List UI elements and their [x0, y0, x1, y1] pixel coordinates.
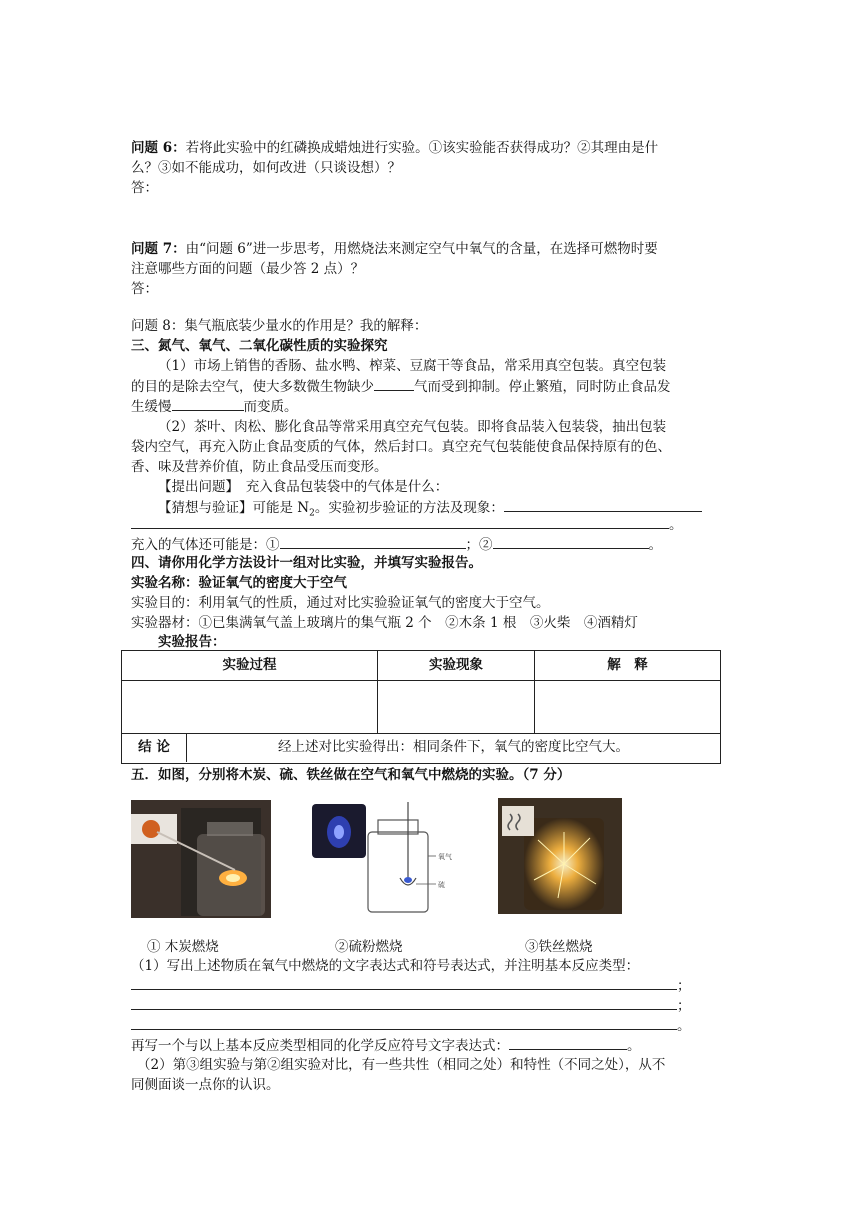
question-6-line-1: 问题 6：若将此实验中的红磷换成蜡烛进行实验。①该实验能否获得成功？②其理由是什 — [131, 140, 659, 156]
question-6-line-2: 么？③如不能成功，如何改进（只谈设想）？ — [131, 160, 401, 176]
figure-label-oxygen: 氧气 — [438, 853, 452, 861]
section-3-para-1-line-2: 的目的是除去空气，使大多数微生物缺少 气而受到抑制。停止繁殖，同时防止食品发 — [131, 376, 671, 397]
section-5-question-1: （1）写出上述物质在氧气中燃烧的文字表达式和符号表达式，并注明基本反应类型： — [131, 958, 640, 974]
caption-sulfur: ②硫粉燃烧 — [335, 939, 403, 955]
section-3-guess: 【猜想与验证】可能是 $N_2$。实验初步验证的方法及现象： — [158, 497, 702, 524]
section-3-ask: 【提出问题】 充入食品包装袋中的气体是什么： — [158, 479, 449, 495]
answer-line-1: ； — [131, 975, 691, 996]
blank-equation-2[interactable] — [131, 995, 677, 1010]
table-conclusion-text: 经上述对比实验得出：相同条件下，氧气的密度比空气大。 — [278, 739, 629, 755]
sulfur-burning-illustration — [312, 800, 462, 918]
figure-label-sulfur: 硫 — [438, 881, 445, 889]
question-7-line-2: 注意哪些方面的问题（最少答 2 点）？ — [131, 261, 365, 277]
another-reaction: 再写一个与以上基本反应类型相同的化学反应符号文字表达式： 。 — [131, 1035, 641, 1056]
section-3-para-1-line-3: 生缓慢 而变质。 — [131, 396, 298, 417]
caption-iron: ③铁丝燃烧 — [525, 939, 593, 955]
section-3-para-2-line-3: 香、味及营养价值，防止食品受压而变形。 — [131, 459, 388, 475]
table-cell-explanation[interactable] — [535, 681, 720, 734]
question-8: 问题 8：集气瓶底装少量水的作用是？我的解释： — [131, 318, 428, 334]
blank-method[interactable] — [504, 497, 702, 512]
section-5-question-2-line-1: （2）第③组实验与第②组实验对比，有一些共性（相同之处）和特性（不同之处），从不 — [137, 1057, 666, 1073]
experiment-name: 实验名称：验证氧气的密度大于空气 — [131, 575, 347, 591]
table-cell-process[interactable] — [122, 681, 378, 734]
question-7-answer: 答： — [131, 281, 158, 297]
section-3-other-gases: 充入的气体还可能是：① ；② 。 — [131, 534, 662, 555]
table-header-phenomenon: 实验现象 — [378, 651, 535, 681]
caption-charcoal: ① 木炭燃烧 — [147, 939, 219, 955]
blank-gas[interactable] — [374, 376, 414, 391]
blank-equation-1[interactable] — [131, 975, 677, 990]
charcoal-burning-photo — [131, 800, 271, 918]
iron-wire-burning-illustration — [498, 798, 622, 914]
question-7-line-1: 问题 7：由“问题 6”进一步思考，用燃烧法来测定空气中氧气的含量，在选择可燃物时要 — [131, 241, 658, 257]
section-5-question-2-line-2: 同侧面谈一点你的认识。 — [131, 1077, 280, 1093]
experiment-report-table — [121, 650, 721, 764]
blank-method-cont[interactable] — [131, 514, 669, 529]
section-3-title: 三、氮气、氧气、二氧化碳性质的实验探究 — [131, 338, 388, 354]
table-cell-phenomenon[interactable] — [378, 681, 535, 734]
section-3-para-2-line-1: （2）茶叶、肉松、膨化食品等常采用真空充气包装。即将食品装入包装袋，抽出包装 — [158, 419, 667, 435]
question-6-answer: 答： — [131, 180, 158, 196]
blank-gas-1[interactable] — [280, 534, 466, 549]
answer-line-2: ； — [131, 995, 691, 1016]
blank-reaction[interactable] — [172, 396, 244, 411]
answer-line-3: 。 — [131, 1015, 691, 1036]
section-3-method-line: 。 — [131, 514, 683, 535]
section-3-para-2-line-2: 袋内空气，再充入防止食品变质的气体，然后封口。真空充气包装能使食品保持原有的色、 — [131, 439, 671, 455]
section-3-para-1-line-1: （1）市场上销售的香肠、盐水鸭、榨菜、豆腐干等食品，常采用真空包装。真空包装 — [158, 358, 667, 374]
question-6-label: 问题 6： — [131, 140, 186, 156]
table-header-process: 实验过程 — [122, 651, 378, 681]
table-conclusion-label: 结 论 — [122, 734, 187, 762]
experiment-equipment: 实验器材：①已集满氧气盖上玻璃片的集气瓶 2 个 ②木条 1 根 ③火柴 ④酒精灯 — [131, 615, 638, 631]
iron-wire-burning-photo — [498, 798, 622, 914]
blank-equation-3[interactable] — [131, 1015, 677, 1030]
charcoal-burning-illustration — [131, 800, 271, 918]
section-5-title: 五．如图，分别将木炭、硫、铁丝做在空气和氧气中燃烧的实验。（7 分） — [131, 767, 571, 783]
sulfur-burning-photo — [312, 800, 462, 918]
section-4-title: 四、请你用化学方法设计一组对比实验，并填写实验报告。 — [131, 555, 482, 571]
blank-gas-2[interactable] — [493, 534, 649, 549]
table-header-explanation: 解 释 — [535, 651, 720, 681]
experiment-purpose: 实验目的：利用氧气的性质，通过对比实验验证氧气的密度大于空气。 — [131, 595, 550, 611]
experiment-report-label: 实验报告： — [158, 634, 226, 650]
question-7-label: 问题 7： — [131, 241, 186, 257]
blank-another-reaction[interactable] — [509, 1035, 627, 1050]
